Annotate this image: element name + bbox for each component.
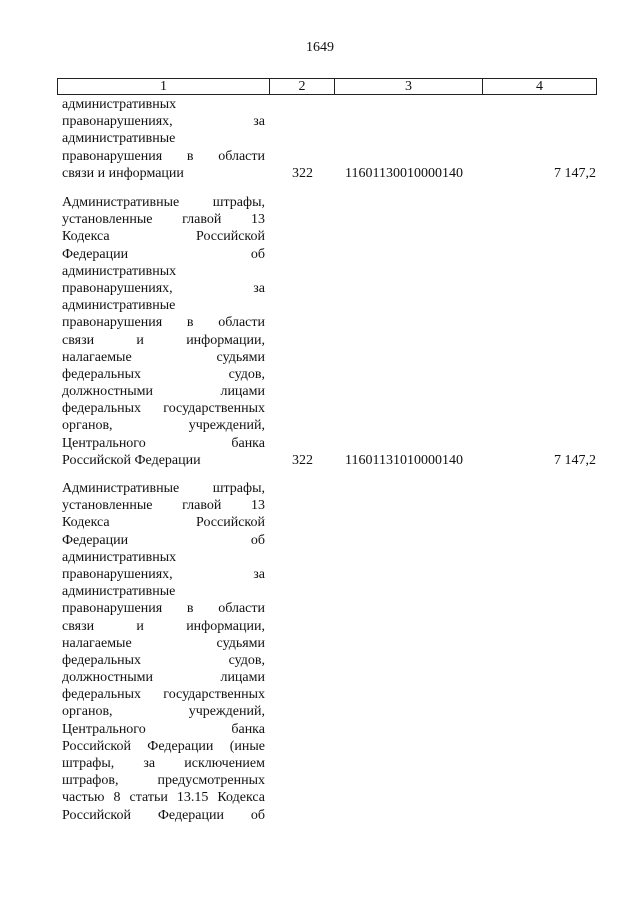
column-header-4: 4 — [536, 79, 543, 94]
description-line: связи и информации, — [62, 332, 265, 348]
description-line: правонарушения в области — [62, 601, 265, 617]
description-line: административных — [62, 549, 177, 565]
description-line: федеральных судов, — [62, 652, 265, 668]
budget-classification-code: 11601131010000140 — [345, 453, 463, 468]
description-line: налагаемые судьями — [62, 635, 265, 651]
description-line: Центрального банка — [62, 435, 265, 451]
description-line: Кодекса Российской — [62, 229, 265, 245]
description-line: должностными лицами — [62, 670, 265, 686]
column-header-1: 1 — [58, 79, 270, 94]
description-line: установленные главой 13 — [62, 212, 265, 228]
description-line: частью 8 статьи 13.15 Кодекса — [62, 790, 265, 806]
description-line: административные — [62, 131, 176, 147]
description-line: федеральных судов, — [62, 366, 265, 382]
description-line: правонарушениях, за — [62, 114, 265, 130]
description-line: органов, учреждений, — [62, 418, 265, 434]
description-line: Российской Федерации об — [62, 807, 265, 823]
description-line: Федерации об — [62, 532, 265, 548]
row-description — [62, 480, 265, 824]
amount: 7 147,2 — [554, 453, 596, 468]
description-line: должностными лицами — [62, 384, 265, 400]
row-description — [62, 96, 265, 182]
description-line: правонарушениях, за — [62, 566, 265, 582]
description-line: правонарушения в области — [62, 315, 265, 331]
description-line: Кодекса Российской — [62, 515, 265, 531]
description-line: Российской Федерации (иные — [62, 738, 265, 754]
description-line: налагаемые судьями — [62, 349, 265, 365]
budget-classification-code: 11601130010000140 — [345, 165, 463, 181]
description-line: правонарушениях, за — [62, 280, 265, 296]
description-line: Административные штрафы, — [62, 481, 265, 496]
description-line: связи и информации, — [62, 618, 265, 634]
description-line: Федерации об — [62, 246, 265, 262]
description-line: установленные главой 13 — [62, 498, 265, 514]
amount: 7 147,2 — [554, 165, 596, 181]
admin-code: 322 — [292, 165, 313, 181]
description-line: административные — [62, 584, 176, 600]
admin-code: 322 — [292, 453, 313, 468]
description-line: Административные штрафы, — [62, 195, 265, 210]
description-line: правонарушения в области — [62, 148, 265, 164]
description-line: органов, учреждений, — [62, 704, 265, 720]
description-line: федеральных государственных — [62, 687, 265, 703]
description-line: административных — [62, 97, 177, 112]
description-line: административных — [62, 263, 177, 279]
description-line: Центрального банка — [62, 721, 265, 737]
column-header-3: 3 — [335, 79, 483, 94]
description-line: связи и информации — [62, 165, 184, 181]
page-number: 1649 — [306, 40, 334, 55]
description-line: штрафы, за исключением — [62, 756, 265, 771]
description-line: административные — [62, 298, 176, 314]
description-line: федеральных государственных — [62, 401, 265, 417]
description-line: Российской Федерации — [62, 452, 201, 468]
column-header-2: 2 — [270, 79, 335, 94]
row-description — [62, 194, 265, 469]
table-column-header — [57, 78, 597, 95]
description-line: штрафов, предусмотренных — [62, 773, 265, 789]
